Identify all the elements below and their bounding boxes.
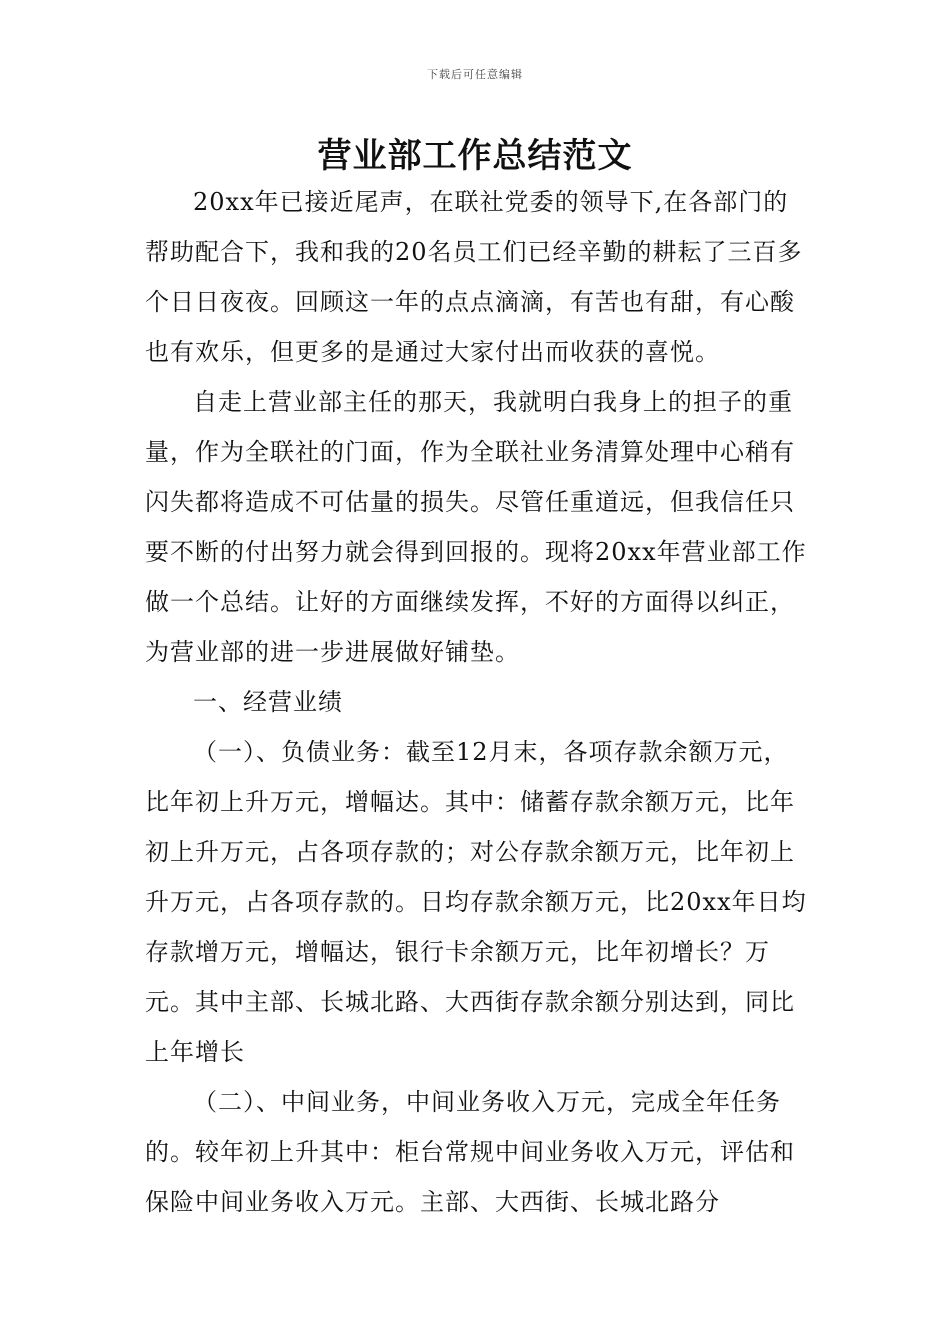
section-heading-performance: 一、经营业绩 xyxy=(193,688,343,716)
paragraph-intermediate-business: （二）、中间业务，中间业务收入万元，完成全年任务的。较年初上升其中：柜台常规中间业务收入万元，评估和保险中间业务收入万元。主部、大西街、长城北路分 xyxy=(145,1088,795,1216)
page-title: 营业部工作总结范文 xyxy=(317,136,633,176)
header-note: 下载后可任意编辑 xyxy=(427,68,523,81)
paragraph-responsibility: 自走上营业部主任的那天，我就明白我身上的担子的重量，作为全联社的门面，作为全联社业务清算处理中心稍有闪失都将造成不可估量的损失。尽管任重道远，但我信任只要不断的付出努力就会得到回报的。现将20xx年营业部工作做一个总结。让好的方面继续发挥，不好的方面得以纠正，为营业部的进一步进展做好铺垫。 xyxy=(145,388,807,666)
paragraph-intro: 20xx年已接近尾声，在联社党委的领导下,在各部门的帮助配合下，我和我的20名员工们已经辛勤的耕耘了三百多个日日夜夜。回顾这一年的点点滴滴，有苦也有甜，有心酸也有欢乐，但更多的是通过大家付出而收获的喜悦。 xyxy=(145,188,803,366)
paragraph-liability-business: （一）、负债业务：截至12月末，各项存款余额万元，比年初上升万元，增幅达。其中：储蓄存款余额万元，比年初上升万元，占各项存款的；对公存款余额万元，比年初上升万元，占各项存款的。日均存款余额万元，比20xx年日均存款增万元，增幅达，银行卡余额万元，比年初增长？万元。其中主部、长城北路、大西街存款余额分别达到，同比上年增长 xyxy=(145,738,807,1066)
document-body xyxy=(145,177,810,1227)
